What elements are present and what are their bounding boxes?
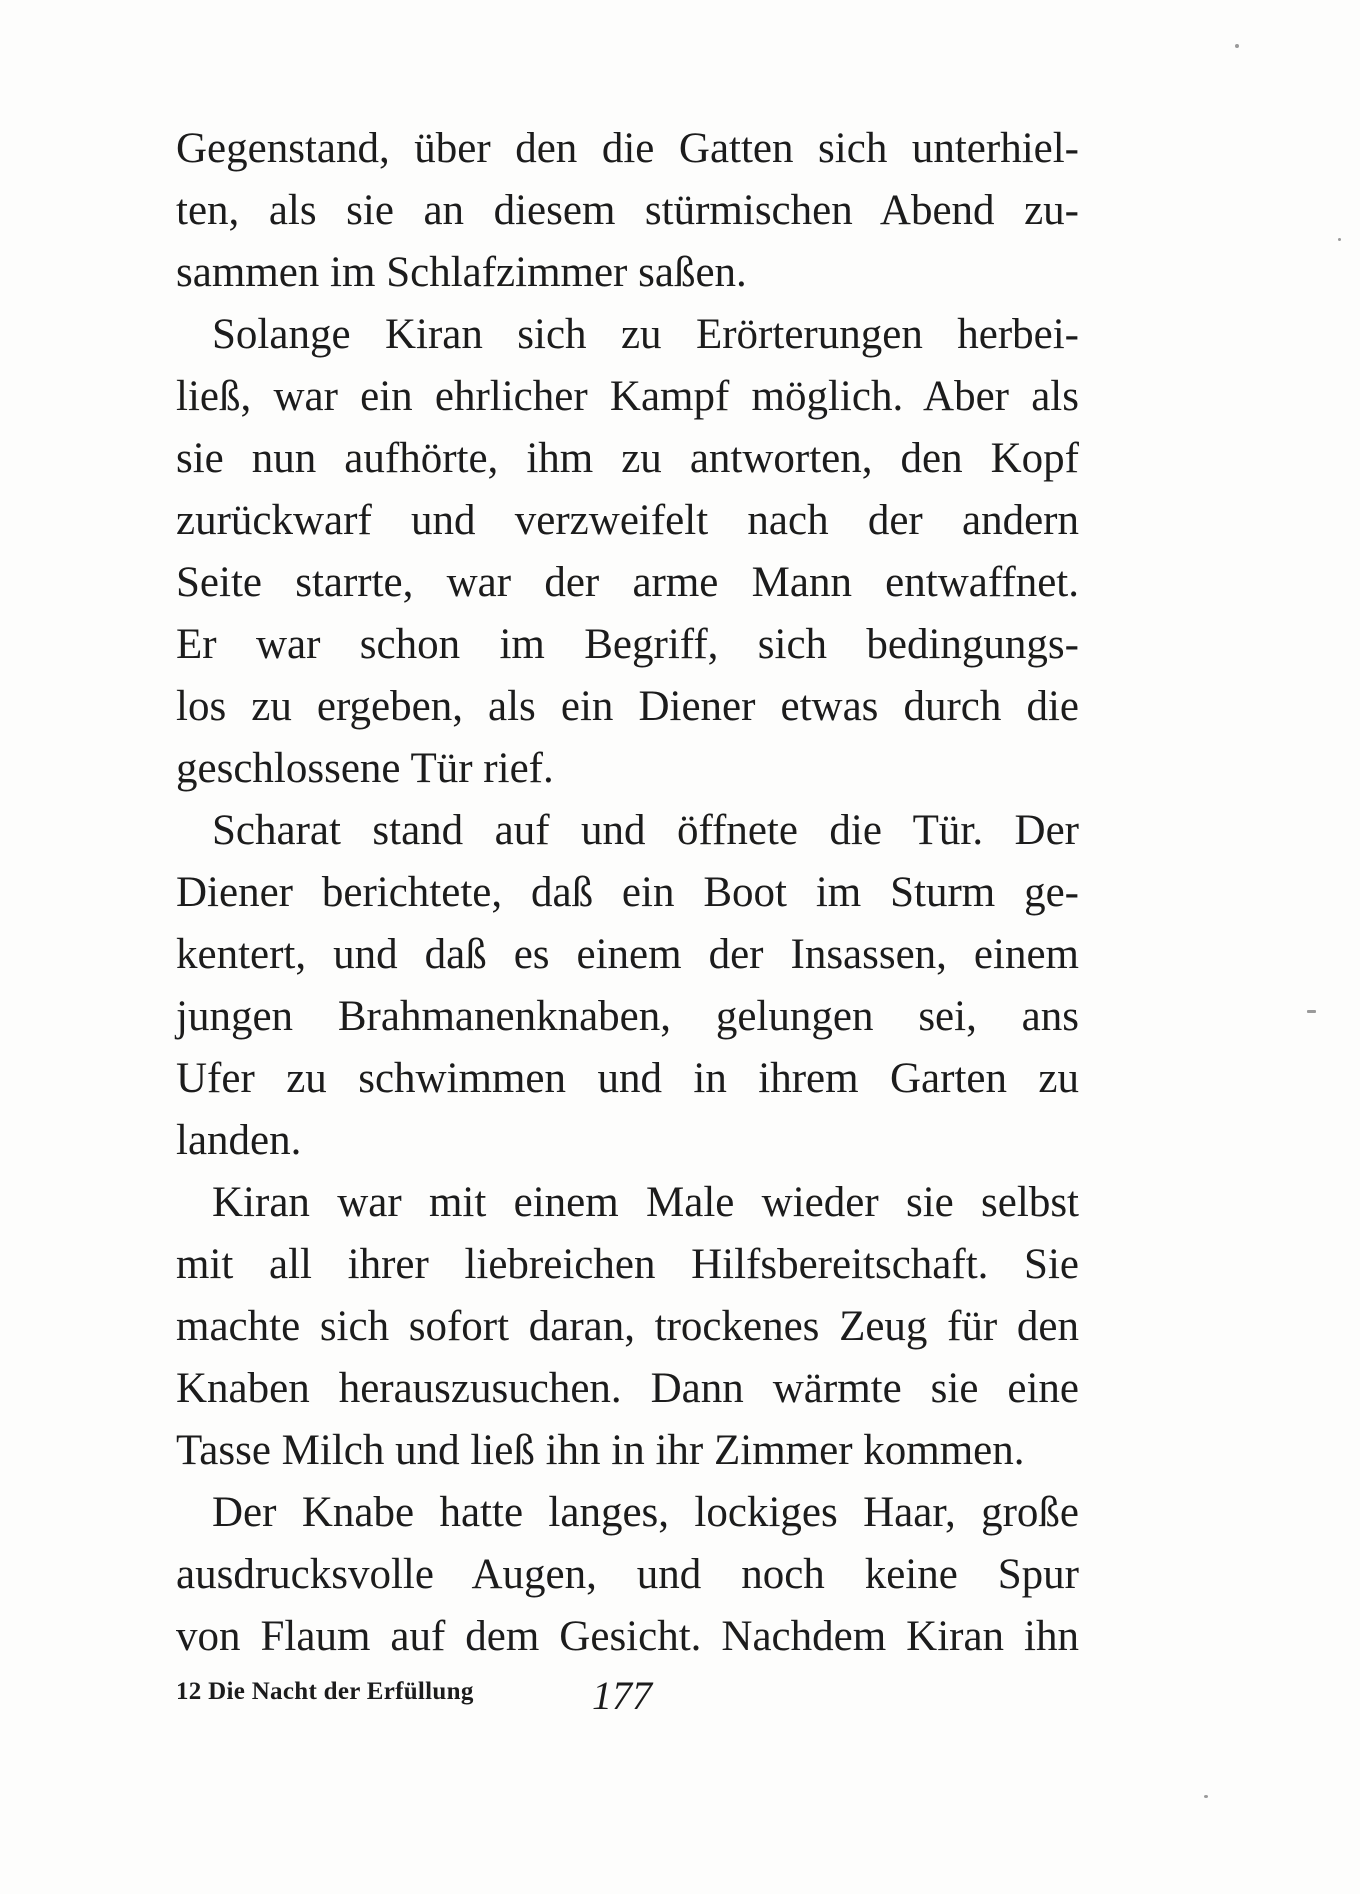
text-line: geschlossene Tür rief. <box>176 745 554 792</box>
text-line: mit all ihrer liebreichen Hilfsbereitschaft. Sie <box>176 1241 1079 1288</box>
text-line: ausdrucksvolle Augen, und noch keine Spur <box>176 1551 1079 1598</box>
text-line: sammen im Schlafzimmer saßen. <box>176 249 747 296</box>
scan-speck <box>1338 238 1341 241</box>
text-line: Solange Kiran sich zu Erörterungen herbei- <box>212 311 1079 358</box>
text-line: Diener berichtete, daß ein Boot im Sturm ge- <box>176 869 1079 916</box>
scan-speck <box>1235 44 1239 48</box>
text-line: landen. <box>176 1117 302 1164</box>
text-line: Gegenstand, über den die Gatten sich unterhiel- <box>176 125 1079 172</box>
text-line: los zu ergeben, als ein Diener etwas durch die <box>176 683 1079 730</box>
text-line: Seite starrte, war der arme Mann entwaffnet. <box>176 559 1079 606</box>
text-line: Knaben herauszusuchen. Dann wärmte sie eine <box>176 1365 1079 1412</box>
printer-signature: 12 Die Nacht der Erfüllung <box>176 1678 474 1705</box>
text-line: Der Knabe hatte langes, lockiges Haar, große <box>212 1489 1079 1536</box>
paragraph <box>176 800 1079 1172</box>
page-number: 177 <box>592 1673 652 1718</box>
text-line: jungen Brahmanenknaben, gelungen sei, ans <box>176 993 1079 1040</box>
paragraph <box>176 1172 1079 1482</box>
text-line: Ufer zu schwimmen und in ihrem Garten zu <box>176 1055 1079 1102</box>
paragraph <box>176 1482 1079 1668</box>
text-line: Kiran war mit einem Male wieder sie selbst <box>212 1179 1079 1226</box>
text-line: machte sich sofort daran, trockenes Zeug für den <box>176 1303 1079 1350</box>
scan-speck <box>1307 1010 1316 1013</box>
text-line: Er war schon im Begriff, sich bedingungs- <box>176 621 1079 668</box>
body-text <box>176 118 1079 1668</box>
text-line: Tasse Milch und ließ ihn in ihr Zimmer kommen. <box>176 1427 1025 1474</box>
text-line: von Flaum auf dem Gesicht. Nachdem Kiran ihn <box>176 1613 1079 1660</box>
scan-speck <box>1204 1795 1208 1798</box>
text-line: Scharat stand auf und öffnete die Tür. Der <box>212 807 1079 854</box>
paragraph <box>176 304 1079 800</box>
text-line: kentert, und daß es einem der Insassen, einem <box>176 931 1079 978</box>
text-line: ten, als sie an diesem stürmischen Abend zu- <box>176 187 1079 234</box>
text-line: ließ, war ein ehrlicher Kampf möglich. Aber als <box>176 373 1079 420</box>
text-line: zurückwarf und verzweifelt nach der andern <box>176 497 1079 544</box>
page-footer <box>176 1672 1079 1722</box>
paragraph <box>176 118 1079 304</box>
text-line: sie nun aufhörte, ihm zu antworten, den Kopf <box>176 435 1079 482</box>
